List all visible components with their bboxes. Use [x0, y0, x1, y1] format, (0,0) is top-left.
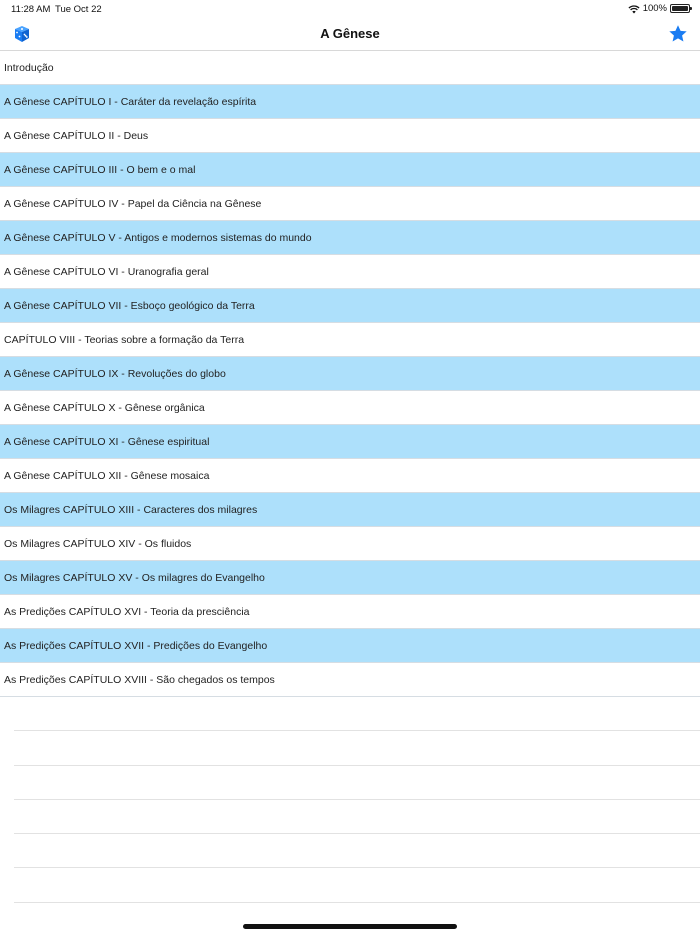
empty-row: [14, 834, 700, 868]
status-bar: [0, 0, 700, 18]
list-item[interactable]: [0, 323, 700, 357]
wifi-icon: [628, 4, 640, 14]
list-item[interactable]: [0, 663, 700, 697]
list-item[interactable]: [0, 289, 700, 323]
list-item-label: Introdução: [4, 61, 54, 74]
list-item-label: A Gênese CAPÍTULO XII - Gênese mosaica: [4, 469, 210, 482]
list-item-label: As Predições CAPÍTULO XVIII - São chegados os tempos: [4, 673, 275, 686]
list-item-label: A Gênese CAPÍTULO XI - Gênese espiritual: [4, 435, 210, 448]
navigation-bar: [0, 18, 700, 51]
list-item[interactable]: [0, 391, 700, 425]
page-title: A Gênese: [320, 26, 380, 41]
empty-row: [14, 766, 700, 800]
list-item-label: A Gênese CAPÍTULO II - Deus: [4, 129, 149, 142]
list-item[interactable]: [0, 357, 700, 391]
chapter-list: [0, 51, 700, 903]
list-item[interactable]: [0, 119, 700, 153]
empty-row: [14, 868, 700, 902]
home-indicator[interactable]: [243, 924, 457, 929]
favorites-button[interactable]: [668, 24, 688, 44]
list-item-label: A Gênese CAPÍTULO VII - Esboço geológico da Terra: [4, 299, 255, 312]
list-item[interactable]: [0, 527, 700, 561]
star-icon: [668, 24, 688, 44]
status-time: 11:28 AM: [11, 4, 51, 15]
list-item[interactable]: [0, 85, 700, 119]
empty-row: [14, 800, 700, 834]
list-item[interactable]: [0, 221, 700, 255]
list-item[interactable]: [0, 629, 700, 663]
list-item[interactable]: [0, 425, 700, 459]
list-item-label: As Predições CAPÍTULO XVI - Teoria da presciência: [4, 605, 250, 618]
list-item-label: Os Milagres CAPÍTULO XV - Os milagres do Evangelho: [4, 571, 265, 584]
list-item-label: A Gênese CAPÍTULO V - Antigos e modernos sistemas do mundo: [4, 231, 312, 244]
list-item-label: A Gênese CAPÍTULO X - Gênese orgânica: [4, 401, 205, 414]
list-item[interactable]: [0, 51, 700, 85]
list-item-label: As Predições CAPÍTULO XVII - Predições do Evangelho: [4, 639, 268, 652]
list-item[interactable]: [0, 255, 700, 289]
list-item-label: Os Milagres CAPÍTULO XIV - Os fluidos: [4, 537, 192, 550]
status-date: Tue Oct 22: [55, 4, 102, 15]
empty-row: [14, 697, 700, 731]
list-item[interactable]: [0, 561, 700, 595]
empty-row: [14, 731, 700, 765]
list-item-label: CAPÍTULO VIII - Teorias sobre a formação da Terra: [4, 333, 245, 346]
list-item[interactable]: [0, 493, 700, 527]
list-item-label: Os Milagres CAPÍTULO XIII - Caracteres dos milagres: [4, 503, 258, 516]
battery-icon: [670, 4, 690, 13]
list-item[interactable]: [0, 187, 700, 221]
list-item[interactable]: [0, 459, 700, 493]
list-item-label: A Gênese CAPÍTULO IV - Papel da Ciência na Gênese: [4, 197, 262, 210]
list-item-label: A Gênese CAPÍTULO III - O bem e o mal: [4, 163, 196, 176]
status-indicators: [628, 3, 690, 14]
list-item-label: A Gênese CAPÍTULO I - Caráter da revelação espírita: [4, 95, 257, 108]
list-item[interactable]: [0, 595, 700, 629]
list-item-label: A Gênese CAPÍTULO VI - Uranografia geral: [4, 265, 209, 278]
list-item[interactable]: [0, 153, 700, 187]
battery-percent: 100%: [642, 3, 667, 14]
list-item-label: A Gênese CAPÍTULO IX - Revoluções do globo: [4, 367, 226, 380]
